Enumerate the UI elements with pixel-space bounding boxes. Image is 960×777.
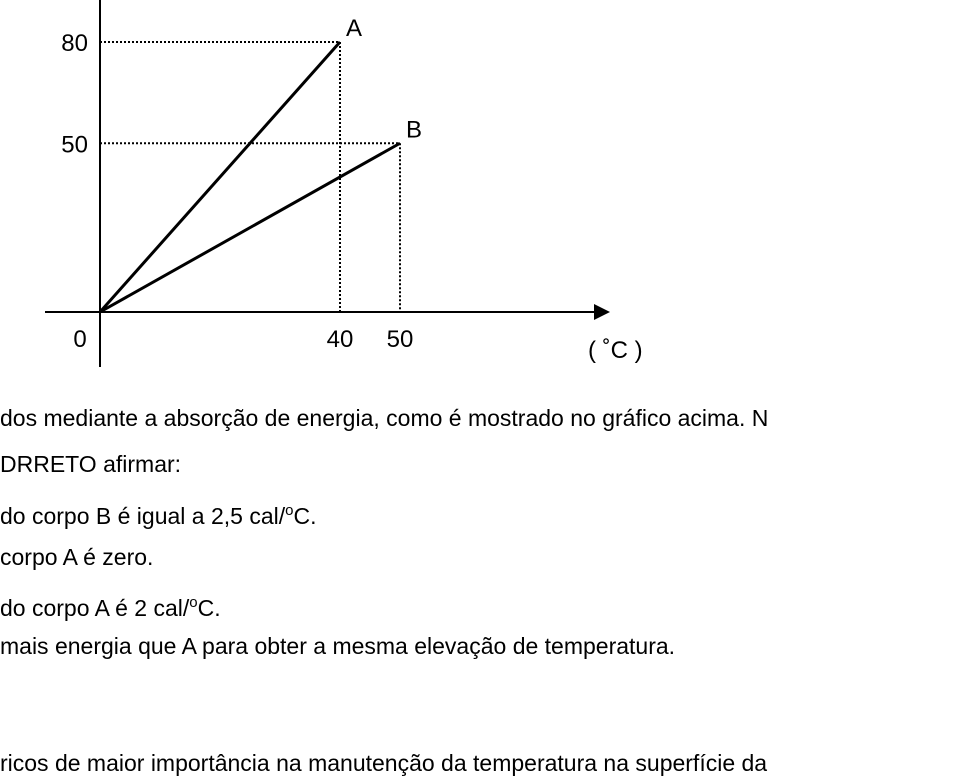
statement-line-2: DRRETO afirmar: [0,451,182,477]
chart [0,0,960,380]
option-line-1 [0,497,316,530]
origin-label: 0 [73,326,87,353]
guide-lines [100,42,400,312]
y-tick-label: 80 [61,30,88,57]
x-tick-label: 50 [386,326,414,353]
series-label-b: B [406,116,423,144]
x-axis-label: ( ˚C ) [588,337,643,364]
option-line-3-text: do corpo A é 2 cal/ [0,595,190,621]
y-tick-label: 50 [61,131,88,159]
next-question-line: ricos de maior importância na manutenção da temperatura na superfície da [0,750,768,776]
option-line-1-text: do corpo B é igual a 2,5 cal/ [0,503,286,529]
x-tick-label: 40 [326,326,354,353]
series-line-a [100,42,340,312]
series-line-b [100,143,400,312]
option-line-3 [0,589,221,622]
degree-symbol: o [285,502,294,519]
series-lines [100,15,422,312]
degree-symbol: o [189,594,198,611]
option-line-4: mais energia que A para obter a mesma elevação de temperatura. [0,633,676,659]
option-line-1-unit: C. [293,503,317,529]
option-line-2: corpo A é zero. [0,544,154,570]
option-line-3-unit: C. [197,595,221,621]
series-label-a: A [346,15,363,42]
x-axis-arrow [594,304,610,320]
statement-line-1: dos mediante a absorção de energia, como é mostrado no gráfico acima. N [0,405,769,431]
